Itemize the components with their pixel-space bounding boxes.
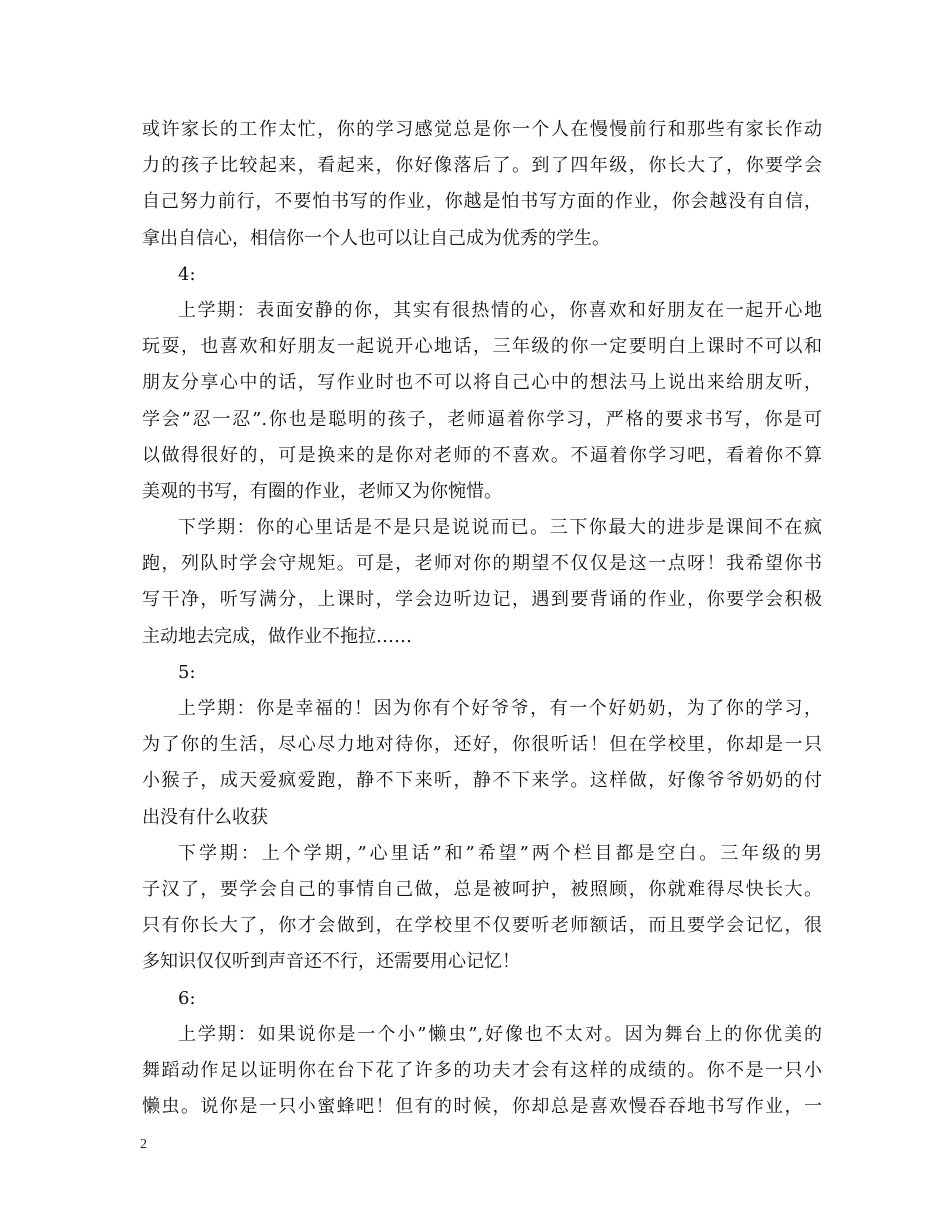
text-line: 自己努力前行，不要怕书写的作业，你越是怕书写方面的作业，你会越没有自信， bbox=[142, 191, 822, 213]
section-number: 4: bbox=[178, 263, 196, 285]
text-line: 懒虫。说你是一只小蜜蜂吧！但有的时候，你却总是喜欢慢吞吞地书写作业，一 bbox=[142, 1096, 822, 1118]
text-line: 力的孩子比较起来，看起来，你好像落后了。到了四年级，你长大了，你要学会 bbox=[142, 155, 822, 177]
text-line: 学会”忍一忍”.你也是聪明的孩子，老师逼着你学习，严格的要求书写，你是可 bbox=[142, 408, 822, 430]
text-line: 主动地去完成，做作业不拖拉…… bbox=[142, 625, 412, 647]
text-line: 多知识仅仅听到声音还不行，还需要用心记忆！ bbox=[142, 951, 520, 973]
text-line: 下学期：你的心里话是不是只是说说而已。三下你最大的进步是课间不在疯 bbox=[178, 517, 822, 539]
text-line: 为了你的生活，尽心尽力地对待你，还好，你很听话！但在学校里，你却是一只 bbox=[142, 734, 822, 756]
text-line: 出没有什么收获 bbox=[142, 806, 268, 828]
text-line: 跑，列队时学会守规矩。可是，老师对你的期望不仅仅是这一点呀！我希望你书 bbox=[142, 553, 822, 575]
document-body bbox=[142, 112, 822, 1125]
text-line: 拿出自信心，相信你一个人也可以让自己成为优秀的学生。 bbox=[142, 227, 610, 249]
text-line: 上学期：表面安静的你，其实有很热情的心，你喜欢和好朋友在一起开心地 bbox=[178, 299, 822, 321]
section-number: 5: bbox=[178, 661, 196, 683]
text-line: 朋友分享心中的话，写作业时也不可以将自己心中的想法马上说出来给朋友听， bbox=[142, 372, 822, 394]
text-line: 或许家长的工作太忙，你的学习感觉总是你一个人在慢慢前行和那些有家长作动 bbox=[142, 119, 822, 140]
page-number: 2 bbox=[140, 1137, 147, 1152]
text-line: 玩耍，也喜欢和好朋友一起说开心地话，三年级的你一定要明白上课时不可以和 bbox=[142, 336, 822, 358]
text-line: 以做得很好的，可是换来的是你对老师的不喜欢。不逼着你学习吧，看着你不算 bbox=[142, 444, 822, 466]
text-line: 下学期：上个学期，”心里话”和”希望”两个栏目都是空白。三年级的男 bbox=[178, 842, 822, 864]
text-line: 小猴子，成天爱疯爱跑，静不下来听，静不下来学。这样做，好像爷爷奶奶的付 bbox=[142, 770, 822, 792]
section-number: 6: bbox=[178, 987, 196, 1009]
text-line: 上学期：如果说你是一个小”懒虫”,好像也不太对。因为舞台上的你优美的 bbox=[178, 1023, 822, 1045]
text-line: 只有你长大了，你才会做到，在学校里不仅要听老师额话，而且要学会记忆，很 bbox=[142, 915, 822, 937]
text-line: 美观的书写，有圈的作业，老师又为你惋惜。 bbox=[142, 480, 502, 502]
text-line: 舞蹈动作足以证明你在台下花了许多的功夫才会有这样的成绩的。你不是一只小 bbox=[142, 1059, 822, 1081]
text-line: 上学期：你是幸福的！因为你有个好爷爷，有一个好奶奶，为了你的学习， bbox=[178, 698, 822, 719]
text-line: 子汉了，要学会自己的事情自己做，总是被呵护，被照顾，你就难得尽快长大。 bbox=[142, 878, 822, 900]
text-line: 写干净，听写满分，上课时，学会边听边记，遇到要背诵的作业，你要学会积极 bbox=[142, 589, 822, 611]
